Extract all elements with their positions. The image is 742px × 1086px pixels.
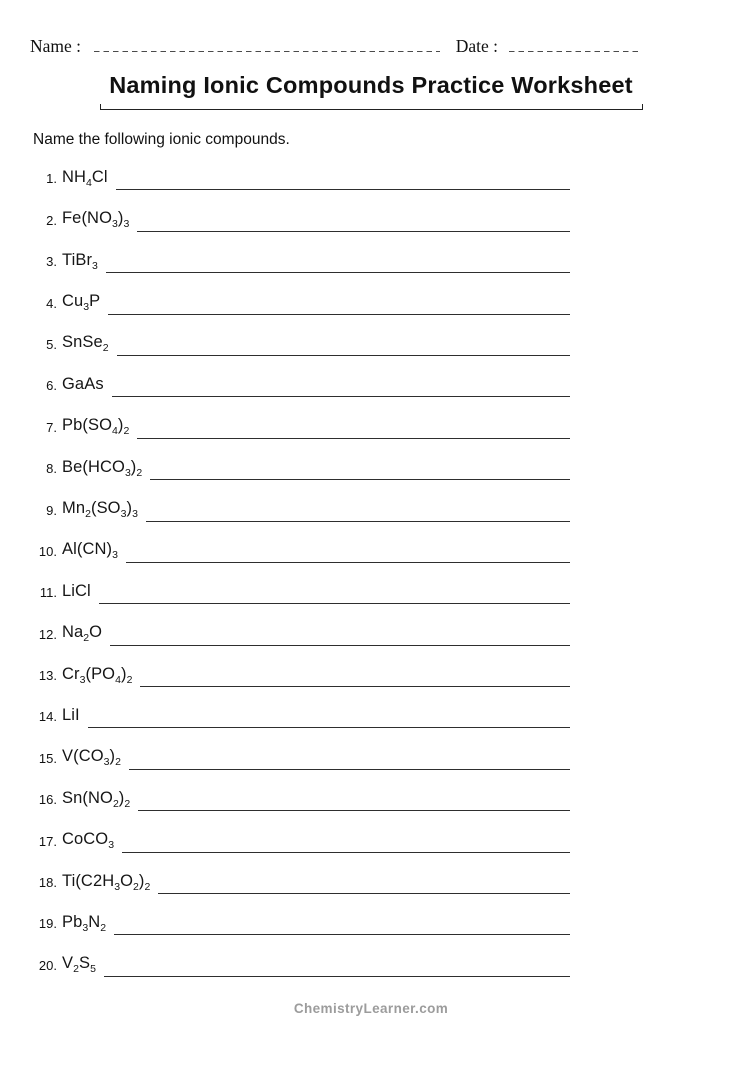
formula-subscript: 2 bbox=[73, 963, 79, 976]
compound-formula bbox=[62, 209, 130, 231]
list-item bbox=[30, 480, 570, 521]
item-number: 18. bbox=[38, 875, 57, 891]
list-item bbox=[30, 563, 570, 604]
formula-text: LiCl bbox=[62, 581, 91, 600]
answer-blank-line bbox=[140, 686, 570, 687]
formula-text: GaAs bbox=[62, 374, 104, 393]
compound-formula bbox=[62, 871, 151, 893]
compound-formula bbox=[62, 747, 121, 769]
formula-subscript: 3 bbox=[108, 839, 115, 852]
answer-blank-line bbox=[99, 603, 570, 604]
answer-blank-line bbox=[138, 810, 570, 811]
compound-formula bbox=[62, 707, 80, 724]
compound-formula bbox=[62, 333, 109, 355]
compound-formula bbox=[62, 457, 143, 479]
formula-text: Sn(NO bbox=[62, 788, 113, 807]
list-item bbox=[30, 439, 570, 480]
item-number: 9. bbox=[46, 502, 57, 518]
formula-subscript: 3 bbox=[112, 218, 118, 231]
formula-text: ) bbox=[138, 871, 145, 890]
date-blank-line bbox=[509, 51, 642, 52]
compound-formula bbox=[62, 540, 118, 562]
title-underline bbox=[100, 104, 643, 110]
formula-subscript: 2 bbox=[144, 880, 151, 893]
formula-text: LiI bbox=[62, 705, 80, 724]
answer-blank-line bbox=[106, 272, 570, 273]
list-item bbox=[30, 315, 570, 356]
formula-subscript: 3 bbox=[82, 921, 89, 934]
compound-formula bbox=[62, 912, 107, 934]
list-item bbox=[30, 646, 570, 687]
compound-formula bbox=[62, 292, 101, 314]
formula-text: Cr bbox=[62, 664, 80, 683]
list-item bbox=[30, 356, 570, 397]
item-number: 15. bbox=[38, 750, 57, 766]
item-number: 16. bbox=[38, 792, 57, 808]
answer-blank-line bbox=[110, 645, 570, 646]
compound-formula bbox=[62, 623, 103, 645]
compound-formula bbox=[62, 250, 98, 272]
list-item bbox=[30, 149, 570, 190]
formula-text: NH bbox=[62, 167, 87, 186]
worksheet-page bbox=[0, 36, 742, 1086]
compound-formula bbox=[62, 830, 115, 852]
list-item bbox=[30, 853, 570, 894]
formula-text: Pb bbox=[62, 912, 83, 931]
formula-text: Mn bbox=[62, 499, 86, 518]
compound-formula bbox=[62, 788, 131, 810]
list-item bbox=[30, 190, 570, 231]
formula-subscript: 3 bbox=[132, 508, 138, 521]
answer-blank-line bbox=[114, 934, 570, 935]
formula-text: Cl bbox=[91, 167, 108, 186]
list-item bbox=[30, 522, 570, 563]
answer-blank-line bbox=[112, 396, 570, 397]
footer-site-label: ChemistryLearner.com bbox=[293, 1000, 449, 1016]
formula-text: P bbox=[89, 292, 101, 311]
list-item bbox=[30, 935, 570, 976]
page-title: Naming Ionic Compounds Practice Worksheet bbox=[109, 72, 633, 98]
formula-subscript: 2 bbox=[126, 673, 133, 686]
formula-subscript: 2 bbox=[124, 797, 131, 810]
formula-subscript: 2 bbox=[115, 756, 121, 769]
formula-subscript: 3 bbox=[112, 549, 118, 562]
formula-text: CoCO bbox=[62, 830, 109, 849]
formula-text: ) bbox=[117, 416, 124, 435]
formula-text: SnSe bbox=[62, 333, 103, 352]
item-number: 5. bbox=[46, 336, 57, 352]
formula-text: ) bbox=[120, 664, 127, 683]
answer-blank-line bbox=[122, 852, 570, 853]
formula-subscript: 2 bbox=[136, 466, 143, 479]
formula-text: N bbox=[88, 912, 101, 931]
formula-subscript: 2 bbox=[133, 880, 139, 893]
item-number: 11. bbox=[39, 585, 57, 601]
answer-blank-line bbox=[137, 231, 570, 232]
compound-formula bbox=[62, 664, 133, 686]
answer-blank-line bbox=[126, 562, 570, 563]
formula-subscript: 3 bbox=[123, 218, 130, 231]
formula-text: Cu bbox=[62, 292, 84, 311]
list-item bbox=[30, 232, 570, 273]
name-date-row bbox=[30, 36, 642, 57]
item-number: 6. bbox=[46, 378, 57, 394]
formula-text: ) bbox=[130, 457, 137, 476]
answer-blank-line bbox=[108, 314, 570, 315]
formula-text: Al(CN) bbox=[62, 540, 113, 559]
answer-blank-line bbox=[104, 976, 570, 977]
item-number: 13. bbox=[38, 668, 57, 684]
list-item bbox=[30, 728, 570, 769]
formula-subscript: 2 bbox=[85, 508, 91, 521]
list-item bbox=[30, 273, 570, 314]
formula-subscript: 2 bbox=[112, 797, 119, 810]
formula-text: (PO bbox=[85, 664, 116, 683]
formula-text: Na bbox=[62, 623, 84, 642]
item-number: 14. bbox=[38, 709, 57, 725]
answer-blank-line bbox=[137, 438, 570, 439]
formula-subscript: 3 bbox=[114, 880, 121, 893]
answer-blank-line bbox=[146, 521, 570, 522]
formula-subscript: 3 bbox=[124, 466, 131, 479]
formula-text: Be(HCO bbox=[62, 457, 125, 476]
formula-subscript: 2 bbox=[83, 632, 90, 645]
formula-subscript: 5 bbox=[90, 963, 96, 976]
formula-text: V(CO bbox=[62, 747, 104, 766]
compound-formula bbox=[62, 167, 108, 189]
list-item bbox=[30, 687, 570, 728]
formula-text: S bbox=[78, 954, 91, 973]
formula-subscript: 3 bbox=[120, 508, 127, 521]
item-number: 17. bbox=[38, 833, 57, 849]
formula-text: O bbox=[89, 623, 103, 642]
item-number: 8. bbox=[46, 461, 57, 477]
compound-formula bbox=[62, 499, 138, 521]
item-number: 20. bbox=[38, 957, 57, 973]
formula-subscript: 3 bbox=[83, 301, 90, 314]
answer-blank-line bbox=[117, 355, 570, 356]
formula-subscript: 4 bbox=[115, 673, 121, 686]
compound-formula bbox=[62, 376, 104, 393]
answer-blank-line bbox=[150, 479, 570, 480]
list-item bbox=[30, 811, 570, 852]
name-label: Name : bbox=[30, 36, 82, 56]
list-item bbox=[30, 397, 570, 438]
item-number: 12. bbox=[38, 626, 57, 642]
list-item bbox=[30, 894, 570, 935]
formula-text: Fe(NO bbox=[62, 209, 112, 228]
item-number: 1. bbox=[46, 171, 57, 187]
item-number: 2. bbox=[46, 212, 57, 228]
compound-formula bbox=[62, 583, 91, 600]
formula-text: O bbox=[120, 871, 134, 890]
item-number: 4. bbox=[46, 295, 57, 311]
compound-formula bbox=[62, 416, 130, 438]
name-blank-line bbox=[94, 51, 440, 52]
item-number: 19. bbox=[38, 916, 57, 932]
instruction-text: Name the following ionic compounds. bbox=[33, 131, 290, 149]
formula-subscript: 4 bbox=[86, 176, 92, 189]
item-number: 10. bbox=[38, 543, 57, 559]
answer-blank-line bbox=[88, 727, 570, 728]
formula-subscript: 4 bbox=[112, 425, 118, 438]
formula-subscript: 2 bbox=[102, 342, 109, 355]
formula-subscript: 2 bbox=[100, 921, 107, 934]
formula-subscript: 3 bbox=[92, 259, 98, 272]
formula-text: V bbox=[62, 954, 74, 973]
compound-list bbox=[30, 149, 570, 977]
list-item bbox=[30, 604, 570, 645]
item-number: 3. bbox=[46, 254, 57, 270]
formula-text: ) bbox=[109, 747, 116, 766]
formula-subscript: 3 bbox=[79, 673, 86, 686]
formula-text: (SO bbox=[90, 499, 121, 518]
compound-formula bbox=[62, 954, 96, 976]
answer-blank-line bbox=[116, 189, 570, 190]
formula-text: TiBr bbox=[62, 250, 93, 269]
date-label: Date : bbox=[455, 36, 498, 56]
formula-subscript: 2 bbox=[123, 425, 130, 438]
answer-blank-line bbox=[158, 893, 570, 894]
answer-blank-line bbox=[129, 769, 570, 770]
formula-text: Pb(SO bbox=[62, 416, 113, 435]
formula-text: ) bbox=[118, 788, 125, 807]
formula-text: Ti(C2H bbox=[62, 871, 115, 890]
list-item bbox=[30, 770, 570, 811]
item-number: 7. bbox=[46, 419, 57, 435]
formula-text: ) bbox=[117, 209, 124, 228]
formula-subscript: 3 bbox=[103, 756, 110, 769]
formula-text: ) bbox=[126, 499, 133, 518]
